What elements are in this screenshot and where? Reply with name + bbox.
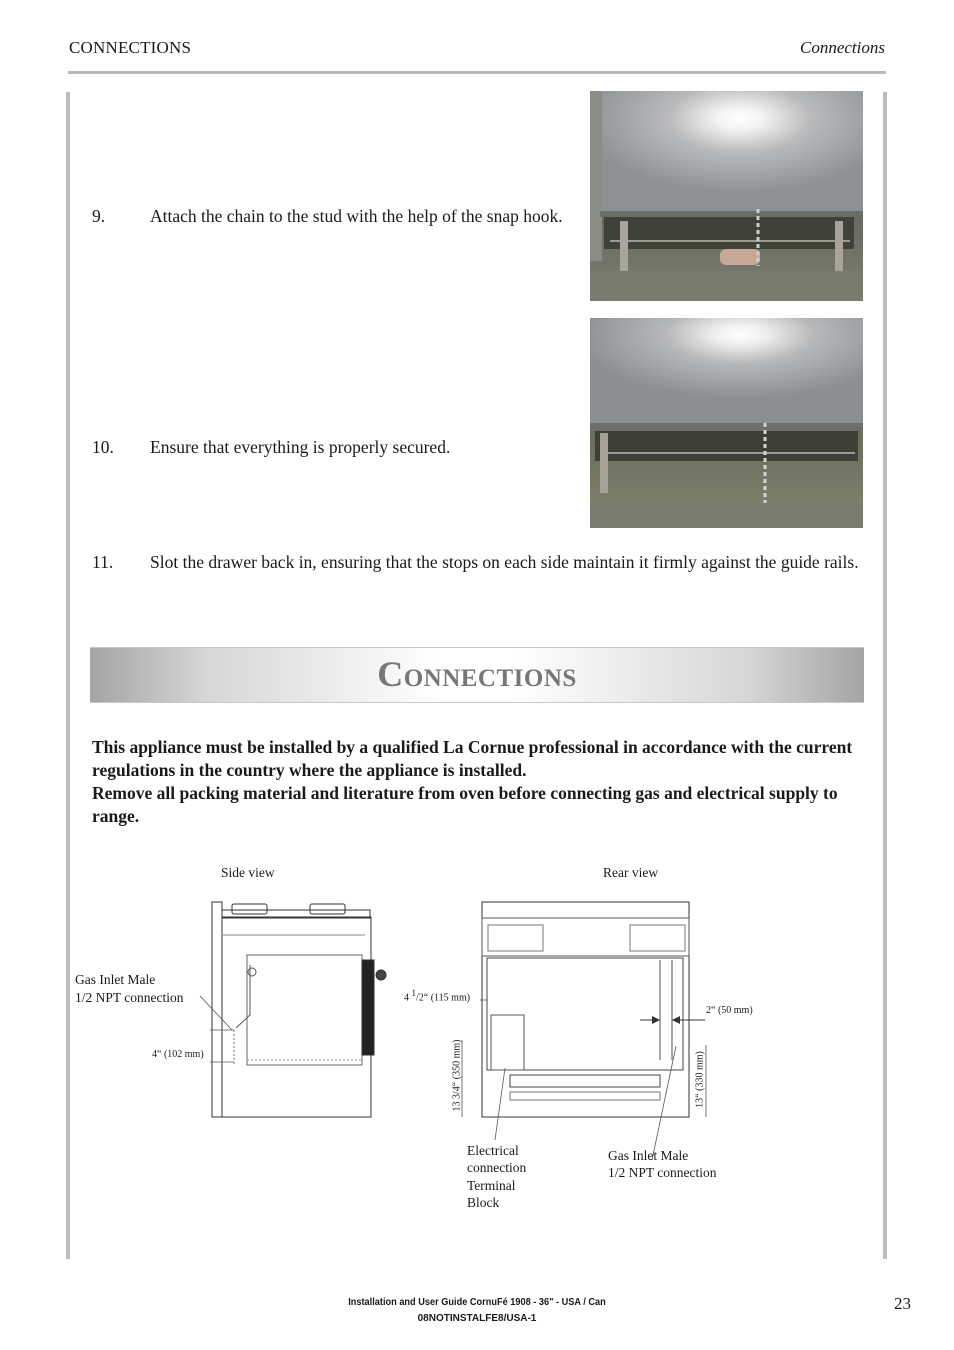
rear-dim-vertical-right: 13“ (330 mm) <box>694 1051 706 1108</box>
electrical-label-line2: connection <box>467 1160 527 1175</box>
step-text: Slot the drawer back in, ensuring that the stops on each side maintain it firmly against the guide rails. <box>150 552 859 572</box>
side-view-title: Side view <box>221 865 275 880</box>
page-number: 23 <box>894 1294 911 1313</box>
header-section-label: CONNECTIONS <box>69 38 192 57</box>
footer-document-code: 08NOTINSTALFE8/USA-1 <box>417 1313 537 1324</box>
dim-whole: 4 <box>404 992 409 1004</box>
electrical-label-line3: Terminal <box>467 1178 516 1193</box>
step-text: Ensure that everything is properly secured. <box>150 437 451 457</box>
step-number: 10. <box>92 437 114 457</box>
rear-view-drawing <box>462 902 706 1160</box>
side-dim-inlet-height: 4“ (102 mm) <box>152 1049 204 1060</box>
warning-remove-packing: Remove all packing material and literature from oven before connecting gas and electrical supply to range. <box>92 783 838 826</box>
rear-dim-right-offset: 2“ (50 mm) <box>706 1005 753 1016</box>
electrical-label-line4: Block <box>467 1195 500 1210</box>
step-number: 9. <box>92 206 106 226</box>
side-gas-inlet-label-line2: 1/2 NPT connection <box>75 990 184 1005</box>
warning-qualified-installer: This appliance must be installed by a qualified La Cornue professional in accordance with the current regulations in the country where the appliance is installed. <box>92 737 853 780</box>
dim-fraction: 1 <box>411 988 416 998</box>
electrical-label-line1: Electrical <box>467 1143 519 1158</box>
rear-dim-vertical-left: 13 3/4“ (350 mm) <box>451 1039 463 1112</box>
rear-view-title: Rear view <box>603 865 659 880</box>
rear-gas-inlet-label-line1: Gas Inlet Male <box>608 1148 689 1163</box>
header-running-title: Connections <box>800 38 885 57</box>
step-text: Attach the chain to the stud with the help of the snap hook. <box>150 206 563 226</box>
footer-guide-title: Installation and User Guide CornuFé 1908 - 36" - USA / Can <box>348 1297 606 1308</box>
step-number: 11. <box>92 552 114 572</box>
rear-gas-inlet-label-line2: 1/2 NPT connection <box>608 1165 717 1180</box>
dim-rest: /2“ (115 mm) <box>416 992 471 1004</box>
side-view-drawing <box>200 902 386 1117</box>
side-gas-inlet-label-line1: Gas Inlet Male <box>75 972 156 987</box>
section-title: Connections <box>377 654 577 694</box>
